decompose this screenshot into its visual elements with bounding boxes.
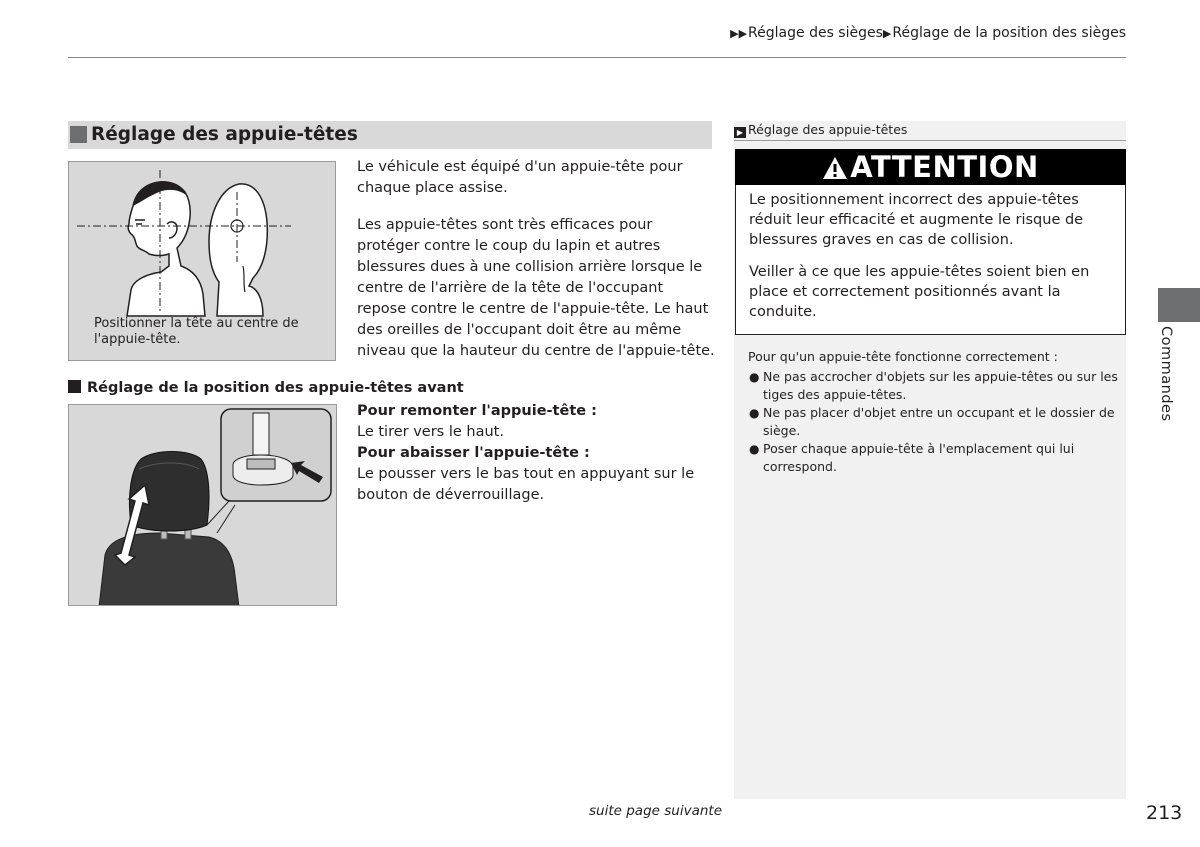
chapter-tab-marker[interactable]: [1158, 288, 1200, 322]
chapter-label-text: Commandes: [1158, 326, 1174, 422]
breadcrumb-marker-icon: ▶: [882, 27, 892, 40]
warning-paragraph: Veiller à ce que les appuie-têtes soient bien en place et correctement positionnés avant la conduite.: [749, 264, 1090, 320]
bullet-icon: ●: [749, 370, 760, 384]
section-header: [68, 121, 712, 149]
raise-label: Pour remonter l'appuie-tête :: [357, 403, 597, 419]
lower-label: Pour abaisser l'appuie-tête :: [357, 445, 590, 461]
adjustment-instructions: [357, 401, 715, 506]
breadcrumb-marker-icon: ▶▶: [730, 27, 748, 40]
explanation-paragraph: Les appuie-têtes sont très efficaces pour protéger contre le coup du lapin et autres blessures dues à une collision arrière lorsque le centre de l'arrière de la tête de l'occupant repose contre le centre de l'appuie-tête. Le haut des oreilles de l'occupant doit être au même niveau que la hauteur du centre de l'appuie-tête.: [357, 217, 715, 359]
bullet-icon: ●: [749, 442, 760, 456]
warning-paragraph: Le positionnement incorrect des appuie-têtes réduit leur efficacité et augmente le risque de blessures graves en cas de collision.: [749, 192, 1084, 248]
section-square-icon: [70, 126, 87, 143]
head-alignment-figure: [68, 161, 336, 361]
chapter-label: [1158, 326, 1182, 426]
warning-triangle-icon: [822, 156, 848, 180]
subsection-heading: [68, 380, 464, 396]
list-item: ● Ne pas accrocher d'objets sur les appuie-têtes ou sur les tiges des appuie-têtes.: [749, 369, 1118, 402]
headrest-adjustment-figure: [68, 404, 337, 606]
warning-header: [735, 149, 1126, 185]
raise-text: Le tirer vers le haut.: [357, 424, 504, 440]
headrest-seat-illustration: [69, 405, 337, 606]
header-divider: [68, 57, 1126, 58]
side-panel: [734, 121, 1126, 799]
notes-intro: Pour qu'un appuie-tête fonctionne correctement :: [748, 349, 1058, 364]
warning-box: [735, 185, 1126, 335]
subsection-square-icon: [68, 380, 81, 393]
breadcrumb: [730, 25, 1126, 41]
warning-title: ATTENTION: [850, 150, 1039, 184]
page-number: 213: [1146, 802, 1183, 824]
breadcrumb-item-seats[interactable]: Réglage des sièges: [748, 25, 883, 41]
figure-caption: Positionner la tête au centre de l'appuie-tête.: [94, 316, 299, 347]
side-panel-reference-label: Réglage des appuie-têtes: [748, 122, 908, 137]
notes-list: [748, 368, 1118, 476]
lower-text: Le pousser vers le bas tout en appuyant sur le bouton de déverrouillage.: [357, 466, 695, 503]
list-item: ● Poser chaque appuie-tête à l'emplacement qui lui correspond.: [749, 441, 1075, 474]
intro-paragraph: Le véhicule est équipé d'un appuie-tête pour chaque place assise.: [357, 159, 683, 196]
reference-arrow-icon: ▶: [734, 127, 746, 138]
breadcrumb-item-seat-position[interactable]: Réglage de la position des sièges: [892, 25, 1126, 41]
side-panel-reference[interactable]: [734, 121, 1126, 141]
bullet-icon: ●: [749, 406, 760, 420]
section-title: Réglage des appuie-têtes: [91, 124, 358, 145]
subsection-title: Réglage de la position des appuie-têtes avant: [87, 380, 464, 396]
list-item: ● Ne pas placer d'objet entre un occupant et le dossier de siège.: [749, 405, 1115, 438]
continued-note: suite page suivante: [589, 803, 722, 819]
